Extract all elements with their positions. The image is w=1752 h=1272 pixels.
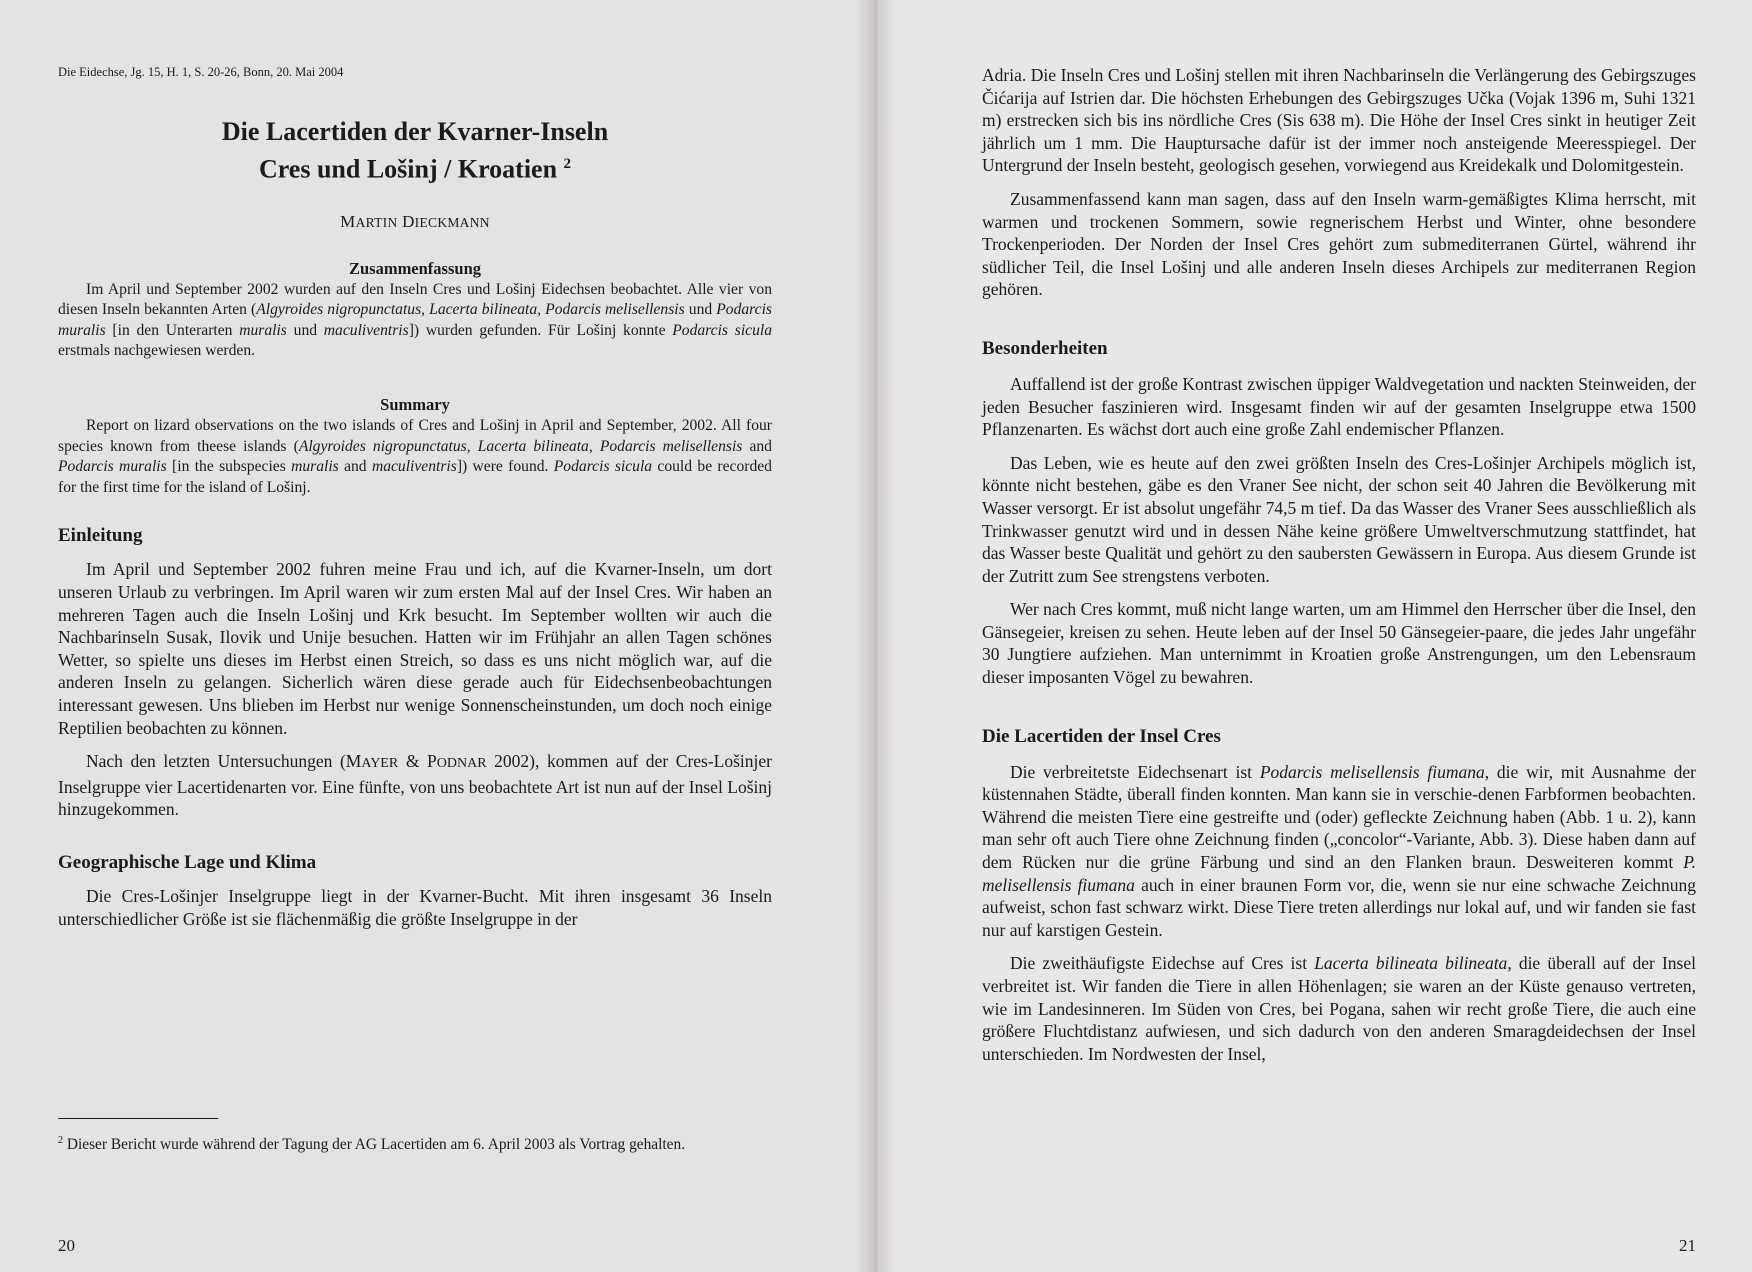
article-title-text: Cres und Lošinj / Kroatien — [258, 154, 558, 184]
besonderheiten-paragraph-2: Das Leben, wie es heute auf den zwei größten Inseln des Cres-Lošinjer Archipels möglich ist, könnte nicht bestehen, gäbe es den Vraner See nicht, der schon seit 40 Jahren die Bevölkerung mit Wasser versorgt. Er ist absolut ungefähr 74,5 m tief. Da das Wasser des Vraner Sees ausschließlich als Trinkwasser genutzt wird und in dessen Nähe keine größere Umweltverschmutzung stattfindet, hat das Wasser beste Qualität und gehört zu den saubersten Gewässern in Europa. Aus diesem Grunde ist der Zutritt zum See strengstens verboten. — [982, 452, 1696, 586]
footnote-text: Dieser Bericht wurde während der Tagung der AG Lacertiden am 6. April 2003 als Vortrag gehalten. — [63, 1136, 686, 1154]
article-title-line-2 — [58, 148, 772, 186]
einleitung-heading: Einleitung — [58, 525, 143, 547]
journal-citation: Die Eidechse, Jg. 15, H. 1, S. 20-26, Bonn, 20. Mai 2004 — [58, 65, 344, 79]
lacertiden-cres-heading: Die Lacertiden der Insel Cres — [982, 725, 1221, 747]
author-name: MARTIN DIECKMANN — [340, 211, 490, 231]
right-page-content — [982, 64, 1696, 1065]
footnote — [58, 1131, 772, 1155]
left-page-content — [58, 64, 772, 930]
article-title-line-1: Die Lacertiden der Kvarner-Inseln — [221, 117, 609, 146]
besonderheiten-paragraph-3: Wer nach Cres kommt, muß nicht lange warten, um am Himmel den Herrscher über die Insel, den Gänsegeier, kreisen zu sehen. Heute leben auf der Insel 50 Gänsegeier-paare, die jedes Jahr ungefähr 30 Jungtiere aufziehen. Man unternimmt in Kroatien große Anstrengungen, um den Lebensraum dieser imposanten Vögel zu bewahren. — [982, 599, 1696, 688]
zusammenfassung-text: Im April und September 2002 wurden auf den Inseln Cres und Lošinj Eidechsen beobachtet. Alle vier von diesen Inseln bekannten Arten (Algyroides nigropunctatus, Lacerta bilineata, Podarcis melisellensis und Podarcis muralis [in den Unterarten muralis und maculiventris]) wurden gefunden. Für Lošinj konnte Podarcis sicula erstmals nachgewiesen werden. — [58, 280, 772, 360]
zusammenfassung-heading: Zusammenfassung — [348, 258, 482, 278]
summary-heading: Summary — [380, 395, 450, 415]
besonderheiten-heading: Besonderheiten — [982, 337, 1108, 359]
footnote-rule — [58, 1118, 218, 1119]
einleitung-paragraph-2: Nach den letzten Untersuchungen (MAYER & PODNAR 2002), kommen auf der Cres-Lošinjer Inselgruppe vier Lacertidenarten vor. Eine fünfte, von uns beobachtete Art ist nun auf der Insel Lošinj hinzugekommen. — [58, 751, 772, 820]
footnote-marker: 2 — [58, 1135, 63, 1146]
lacertiden-paragraph-1: Die verbreitetste Eidechsenart ist Podarcis melisellensis fiumana, die wir, mit Ausnahme der küstennahen Städte, überall finden konnten. Man kann sie in verschie-denen Farbformen beobachten. Während die meisten Tiere eine gestreifte und (oder) gefleckte Zeichnung haben (Abb. 1 u. 2), kann man sehr oft auch Tiere ohne Zeichnung finden („concolor“-Variante, Abb. 3). Diese haben dann auf dem Rücken nur die grüne Färbung und sind an den Flanken braun. Desweiteren kommt P. melisellensis fiumana auch in einer braunen Form vor, die, wenn sie nur eine schwache Zeichnung aufweist, schon fast schwarz wirkt. Diese Tiere treten allerdings nur lokal auf, und wir fanden sie fast nur auf karstigen Gestein. — [982, 761, 1696, 940]
summary-text: Report on lizard observations on the two islands of Cres and Lošinj in April and September, 2002. All four species known from theese islands (Algyroides nigropunctatus, Lacerta bilineata, Podarcis melisellensis and Podarcis muralis [in the subspecies muralis and maculiventris]) were found. Podarcis sicula could be recorded for the first time for the island of Lošinj. — [58, 417, 772, 496]
page-number-left: 20 — [58, 1236, 75, 1255]
besonderheiten-paragraph-1: Auffallend ist der große Kontrast zwischen üppiger Waldvegetation und nackten Steinweiden, der jeden Besucher faszinieren wird. Insgesamt finden wir auf der gesamten Inselgruppe etwa 1500 Pflanzenarten. Es wächst dort auch eine große Zahl endemischer Pflanzen. — [982, 373, 1696, 440]
geo-paragraph-continued: Adria. Die Inseln Cres und Lošinj stellen mit ihren Nachbarinseln die Verlängerung des Gebirgszuges Čićarija auf Istrien dar. Die höchsten Erhebungen des Gebirgszuges Učka (Vojak 1396 m, Suhi 1321 m) erstrecken sich bis ins nördliche Cres (Sis 638 m). Die Höhe der Insel Cres sinkt in heutiger Zeit jährlich um 1 mm. Die Hauptursache dafür ist der immer noch ansteigende Meeresspiegel. Der Untergrund der Inseln besteht, geologisch gesehen, vorwiegend aus Kreidekalk und Dolomitgestein. — [982, 65, 1696, 176]
geographische-lage-heading: Geographische Lage und Klima — [58, 851, 317, 873]
einleitung-paragraph-1: Im April und September 2002 fuhren meine Frau und ich, auf die Kvarner-Inseln, um dort unseren Urlaub zu verbringen. Im April waren wir zum ersten Mal auf der Insel Cres. Wir haben an mehreren Tagen auch die Inseln Lošinj und Krk besucht. Im September wollten wir auch die Nachbarinseln Susak, Ilovik und Unije besuchen. Hatten wir im Frühjahr an allen Tagen schönes Wetter, so spielte uns dieses im Herbst einen Streich, so dass es uns nicht möglich war, auf die anderen Inseln zu gelangen. Sicherlich wären diese gerade auch für Eidechsenbeobachtungen interessant gewesen. Uns blieben im Herbst nur wenige Sonnenscheinstunden, um doch noch einige Reptilien beobachten zu können. — [58, 559, 772, 738]
geographische-lage-paragraph: Die Cres-Lošinjer Inselgruppe liegt in der Kvarner-Bucht. Mit ihren insgesamt 36 Inseln unterschiedlicher Größe ist sie flächenmäßig die größte Inselgruppe in der — [58, 885, 772, 929]
lacertiden-paragraph-2: Die zweithäufigste Eidechse auf Cres ist Lacerta bilineata bilineata, die überall auf der Insel verbreitet ist. Wir fanden die Tiere in allen Höhenlagen; sie waren an der Küste genauso vertreten, wie im Landesinneren. Im Süden von Cres, bei Pogana, sahen wir recht große Tiere, die auch eine größere Fluchtdistanz aufwiesen, und sich dadurch von den anderen Smaragdeidechsen der Insel unterschieden. Im Nordwesten der Insel, — [982, 953, 1696, 1064]
right-page — [876, 0, 1752, 1272]
page-number-right: 21 — [1679, 1236, 1696, 1255]
book-gutter — [856, 0, 896, 1272]
title-footnote-marker: 2 — [563, 156, 572, 172]
klima-paragraph: Zusammenfassend kann man sagen, dass auf den Inseln warm-gemäßigtes Klima herrscht, mit warmen und trockenen Sommern, sowie regnerischem Herbst und Winter, ohne besondere Trockenperioden. Der Norden der Insel Cres gehört zum submediterranen Gürtel, während ihr südlicher Teil, die Insel Lošinj und alle anderen Inseln dieses Archipels zur mediterranen Region gehören. — [982, 188, 1696, 300]
